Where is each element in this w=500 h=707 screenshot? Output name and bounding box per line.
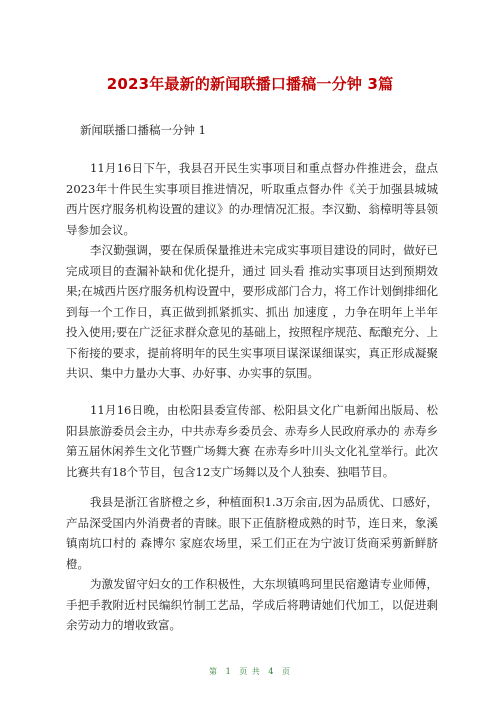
- page-footer: [0, 666, 500, 678]
- footer-middle: 页 共: [239, 667, 261, 676]
- paragraph-2: 李汉勤强调，要在保质保量推进未完成实事项目建设的同时，做好已完成项目的查漏补缺和优化提升，通过 回头看 推动实事项目达到预期效果;在城西片医疗服务机构设置中，要形成部门合力，将工作计划倒排细化到每一个工作日，真正做到抓紧抓实、抓出 加速度 ，力争在明年上半年投入使用;要在广泛征求群众意见的基础上，按照程序规范、酝酿充分、上下衔接的要求，提前将明年的民生实事项目谋深谋细谋实，真正形成凝聚共识、集中力量办大事、办好事、办实事的氛围。: [66, 243, 438, 380]
- footer-prefix: 第: [209, 667, 219, 676]
- document-title: 2023年最新的新闻联播口播稿一分钟 3篇: [106, 75, 394, 93]
- paragraph-4: 我县是浙江省脐橙之乡，种植面积1.3万余亩,因为品质优、口感好，产品深受国内外消费者的青睐。眼下正值脐橙成熟的时节，连日来，象溪镇南坑口村的 森博尔 家庭农场里，采工们正在为宁波订货商采剪新鲜脐橙。: [66, 495, 438, 571]
- paragraph-5: 为激发留守妇女的工作积极性，大东坝镇鸣珂里民宿邀请专业师傅，手把手教附近村民编织竹制工艺品，学成后将聘请她们代加工，以促进剩余劳动力的增收致富。: [66, 577, 438, 632]
- section-subtitle: 新闻联播口播稿一分钟 1: [80, 123, 206, 137]
- footer-total-pages: 4: [268, 667, 275, 676]
- footer-page-number: 1: [225, 667, 232, 676]
- footer-suffix: 页: [281, 667, 291, 676]
- paragraph-1: 11月16日下午，我县召开民生实事项目和重点督办件推进会，盘点2023年十件民生实事项目推进情况，听取重点督办件《关于加强县城城西片医疗服务机构设置的建议》的办理情况汇报。李汉勤、翁樟明等县领导参加会议。: [66, 161, 438, 237]
- paragraph-3: 11月16日晚，由松阳县委宣传部、松阳县文化广电新闻出版局、松阳县旅游委员会主办，中共赤寿乡委员会、赤寿乡人民政府承办的 赤寿乡第五届休闲养生文化节暨广场舞大赛 在赤寿乡叶川头文化礼堂举行。此次比赛共有18个节目，包含12支广场舞以及个人独奏、独唱节目。: [66, 403, 438, 479]
